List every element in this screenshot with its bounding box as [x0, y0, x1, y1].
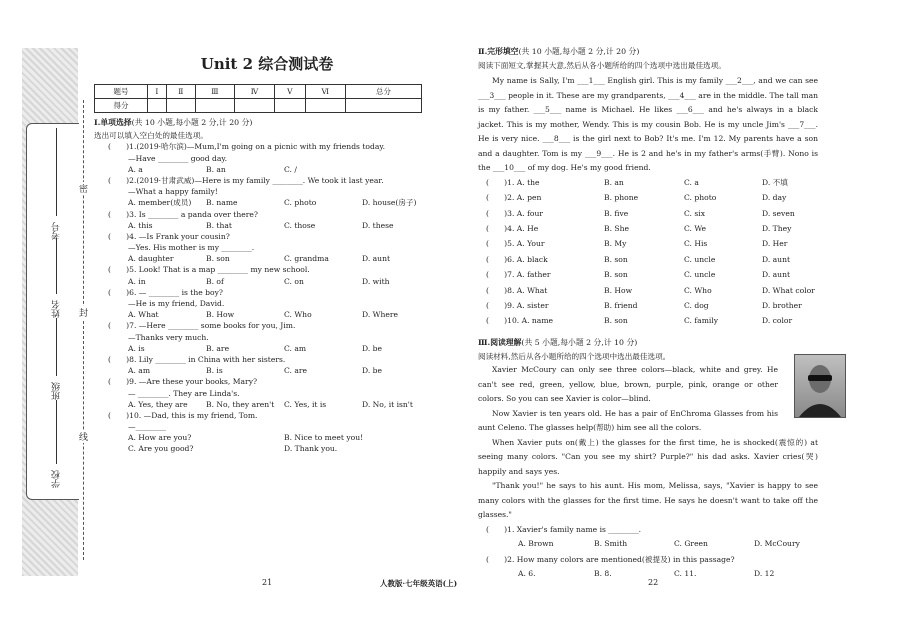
answer-option[interactable]: C. Are you good?	[128, 444, 194, 454]
answer-option[interactable]: B. is	[206, 366, 223, 376]
left-page	[94, 50, 440, 456]
answer-option[interactable]: A. member(成员)	[128, 198, 192, 208]
answer-option[interactable]: A. this	[128, 220, 153, 230]
score-header: 题号	[95, 85, 148, 99]
question-dialogue: —Yes. His mother is my ________.	[128, 243, 255, 253]
question-dialogue: —Have ________ good day.	[128, 153, 228, 163]
answer-option[interactable]: B. that	[206, 220, 232, 230]
score-cell[interactable]	[234, 99, 274, 113]
cloze-question	[478, 194, 818, 209]
left-page-number: 21	[262, 578, 273, 587]
answer-option[interactable]: D. No, it isn't	[362, 399, 413, 409]
score-cell[interactable]	[275, 99, 305, 113]
question-dialogue: — ________. They are Linda's.	[128, 388, 240, 398]
answer-option[interactable]: A. a	[128, 164, 143, 174]
reading-option[interactable]: B. Smith	[594, 538, 628, 548]
question-stem: ( )8. Lily ________ in China with her sisters.	[108, 354, 286, 364]
answer-option[interactable]: C. those	[284, 220, 316, 230]
cloze-passage: My name is Sally, I'm ___1___ English girl. This is my family ___2___, and we can see ___3___ people in it. These are my grandparents, ___4___ are in the middle. The tall man is my father. ___5___ name is Michael. He likes ___6___ and he's always in a black jacket. This is my mother, Wendy. This is my cousin Bob. He is my uncle Jim's ___7___. He is very nice. ___8___ is the girl next to Bob? It's me. I'm 12. My parents have a son and a daughter. Tom is my ___9___. He is 2 and he's in my father's arms(手臂). Nono is the ___10___ of my dog. He's my good friend.	[478, 76, 818, 173]
score-cell[interactable]	[346, 99, 422, 113]
exam-number-line	[56, 128, 57, 216]
exam-number-label: 考号	[52, 222, 62, 240]
question-line	[94, 266, 440, 277]
cloze-option[interactable]: D. They	[762, 224, 792, 234]
reading-option[interactable]: C. Green	[674, 538, 708, 548]
question-line	[94, 143, 440, 154]
cloze-question-stem: ( )5. A. Your	[486, 239, 545, 249]
score-cell[interactable]	[195, 99, 234, 113]
answer-options	[94, 434, 440, 456]
answer-option[interactable]: D. Where	[362, 310, 398, 320]
reading-paragraph: Xavier McCoury can only see three colors—black, white and grey. He can't see red, green, yellow, blue, brown, purple, pink, orange or other colors. So you can see Xavier is color—blind.	[478, 365, 778, 404]
cloze-option[interactable]: C. photo	[684, 193, 717, 203]
question-stem: ( )9. —Are these your books, Mary?	[108, 377, 258, 387]
section-1-instruction: 选出可以填入空白处的最佳选项。	[94, 130, 208, 140]
reading-question-stem: ( )1. Xavier's family name is ________.	[486, 524, 642, 534]
cloze-option[interactable]: B. She	[604, 224, 629, 234]
score-cell[interactable]	[148, 99, 167, 113]
cloze-option[interactable]: C. We	[684, 224, 707, 234]
cloze-option[interactable]: C. dog	[684, 301, 709, 311]
question-line	[94, 322, 440, 333]
question-dialogue: —He is my friend, David.	[128, 299, 225, 309]
score-header: Ⅴ	[275, 85, 305, 99]
cloze-question	[478, 179, 818, 194]
cloze-option[interactable]: C. His	[684, 239, 708, 249]
score-header: 总分	[346, 85, 422, 99]
cloze-question-stem: ( )1. A. the	[486, 177, 540, 187]
footer-edition: 人教版·七年级英语(上)	[380, 579, 458, 588]
xavier-photo	[794, 354, 846, 418]
section-3-questions	[478, 523, 818, 583]
cloze-question-stem: ( )10. A. name	[486, 316, 554, 326]
question-stem: ( )1.(2019·哈尔滨)—Mum,I'm going on a picnic with my friends today.	[108, 142, 386, 152]
class-line	[56, 318, 57, 376]
cloze-option[interactable]: D. seven	[762, 208, 795, 218]
answer-option[interactable]: C. /	[284, 164, 297, 174]
cloze-option[interactable]: B. an	[604, 177, 624, 187]
cloze-option[interactable]: B. five	[604, 208, 629, 218]
reading-question	[478, 553, 818, 567]
answer-option[interactable]: A. What	[128, 310, 159, 320]
cloze-option[interactable]: B. friend	[604, 301, 638, 311]
cloze-option[interactable]: C. family	[684, 316, 719, 326]
answer-option[interactable]: D. house(房子)	[362, 198, 417, 208]
reading-paragraph: "Thank you!" he says to his aunt. His mom, Melissa, says, "Xavier is happy to see many colors with the glasses for the first time. He says he doesn't want to take off the glasses."	[478, 481, 818, 520]
reading-option[interactable]: B. 8.	[594, 568, 612, 578]
score-header: Ⅱ	[166, 85, 195, 99]
answer-option[interactable]: C. photo	[284, 198, 317, 208]
reading-option[interactable]: D. 12	[754, 568, 775, 578]
answer-option[interactable]: A. How are you?	[128, 433, 192, 443]
answer-option[interactable]: C. on	[284, 276, 304, 286]
cloze-question-stem: ( )9. A. sister	[486, 301, 549, 311]
right-page	[478, 48, 818, 583]
name-label: 姓名	[52, 300, 62, 318]
score-row-label: 得分	[95, 99, 148, 113]
question-stem: ( )5. Look! That is a map ________ my new school.	[108, 265, 310, 275]
question-dialogue: —What a happy family!	[128, 187, 218, 197]
page-title: Unit 2 综合测试卷	[200, 55, 334, 73]
cloze-option[interactable]: D. day	[762, 193, 787, 203]
cloze-question-stem: ( )4. A. He	[486, 224, 539, 234]
question-stem: ( )10. —Dad, this is my friend, Tom.	[108, 410, 258, 420]
score-header: Ⅲ	[195, 85, 234, 99]
answer-option[interactable]: C. Yes, it is	[284, 399, 327, 409]
reading-option[interactable]: D. McCoury	[754, 538, 800, 548]
cloze-question-stem: ( )3. A. four	[486, 208, 543, 218]
cloze-question-stem: ( )6. A. black	[486, 254, 548, 264]
answer-option[interactable]: A. in	[128, 276, 146, 286]
cloze-question	[478, 271, 818, 286]
section-3-heading: Ⅲ.阅读理解(共 5 小题,每小题 2 分,计 10 分)	[478, 337, 638, 347]
answer-option[interactable]: B. of	[206, 276, 224, 286]
answer-option[interactable]: D. be	[362, 366, 383, 376]
school-label: 学校	[52, 470, 62, 488]
right-page-number: 22	[648, 578, 659, 587]
reading-option[interactable]: C. 11.	[674, 568, 697, 578]
answer-option[interactable]: B. No, they aren't	[206, 399, 275, 409]
cloze-option[interactable]: B. My	[604, 239, 627, 249]
cloze-option[interactable]: B. son	[604, 270, 628, 280]
answer-option[interactable]: D. Thank you.	[284, 444, 338, 454]
reading-options	[478, 537, 818, 553]
cloze-option[interactable]: C. uncle	[684, 254, 716, 264]
answer-option[interactable]: A. am	[128, 366, 151, 376]
question-line	[94, 155, 440, 166]
section-2-instruction: 阅读下面短文,掌握其大意,然后从各小题所给的四个选项中选出最佳选项。	[478, 60, 726, 70]
section-2-questions	[478, 179, 818, 333]
answer-option[interactable]: A. Yes, they are	[128, 399, 188, 409]
score-header: Ⅳ	[234, 85, 274, 99]
cloze-option[interactable]: C. six	[684, 208, 705, 218]
cloze-question	[478, 240, 818, 255]
reading-option[interactable]: A. 6.	[518, 568, 536, 578]
score-header: Ⅵ	[305, 85, 346, 99]
cloze-option[interactable]: B. phone	[604, 193, 639, 203]
section-2-heading: Ⅱ.完形填空(共 10 小题,每小题 2 分,计 20 分)	[478, 47, 640, 56]
cloze-option[interactable]: D. aunt	[762, 254, 791, 264]
cloze-option[interactable]: C. a	[684, 177, 699, 187]
reading-question-stem: ( )2. How many colors are mentioned(被提及) in this passage?	[486, 554, 735, 564]
cloze-question	[478, 256, 818, 271]
answer-option[interactable]: A. daughter	[128, 254, 174, 264]
cloze-option[interactable]: C. Who	[684, 285, 712, 295]
reading-question	[478, 523, 818, 537]
answer-option[interactable]: B. are	[206, 343, 230, 353]
section-1-questions	[94, 143, 440, 456]
cut-label-line: 线	[79, 430, 88, 443]
answer-option[interactable]: C. grandma	[284, 254, 329, 264]
reading-passage	[478, 363, 818, 523]
cloze-question	[478, 302, 818, 317]
reading-option[interactable]: A. Brown	[518, 538, 554, 548]
question-stem: ( )4. —Is Frank your cousin?	[108, 231, 230, 241]
question-line	[94, 334, 440, 345]
reading-paragraph: When Xavier puts on(戴上) the glasses for the first time, he is shocked(震惊的) at seeing many colors. "Can you see my shirt? Purple?" his dad asks. Xavier cries(哭) happily and says yes.	[478, 437, 818, 476]
cloze-option[interactable]: D. 不填	[762, 177, 788, 187]
cloze-option[interactable]: B. son	[604, 316, 628, 326]
cloze-option[interactable]: D. aunt	[762, 270, 791, 280]
name-line	[56, 238, 57, 294]
answer-option[interactable]: D. aunt	[362, 254, 391, 264]
cloze-question-stem: ( )8. A. What	[486, 285, 548, 295]
answer-option[interactable]: B. son	[206, 254, 230, 264]
cut-label-close: 封	[79, 306, 88, 319]
question-stem: ( )6. — ________ is the boy?	[108, 287, 223, 297]
question-line	[94, 378, 440, 389]
answer-option[interactable]: B. an	[206, 164, 226, 174]
cloze-question	[478, 210, 818, 225]
cut-line	[83, 100, 84, 560]
cloze-question	[478, 225, 818, 240]
answer-option[interactable]: D. these	[362, 220, 394, 230]
question-stem: ( )2.(2019·甘肃武威)—Here is my family ________. We took it last year.	[108, 175, 384, 185]
cloze-option[interactable]: D. What color	[762, 285, 815, 295]
cloze-option[interactable]: C. uncle	[684, 270, 716, 280]
cloze-question-stem: ( )2. A. pen	[486, 193, 542, 203]
answer-option[interactable]: C. Who	[284, 310, 312, 320]
section-3-instruction: 阅读材料,然后从各小题所给的四个选项中选出最佳选项。	[478, 351, 671, 361]
question-stem: ( )7. —Here ________ some books for you, Jim.	[108, 321, 296, 331]
cloze-option[interactable]: B. son	[604, 254, 628, 264]
section-1-heading: Ⅰ.单项选择(共 10 小题,每小题 2 分,计 20 分)	[94, 118, 253, 127]
answer-option[interactable]: B. How	[206, 310, 235, 320]
cloze-option[interactable]: D. color	[762, 316, 793, 326]
cloze-question	[478, 317, 818, 332]
score-cell[interactable]	[166, 99, 195, 113]
reading-paragraph: Now Xavier is ten years old. He has a pair of EnChroma Glasses from his aunt Celeno. The glasses help(帮助) him see all the colors.	[478, 408, 778, 433]
question-stem: ( )3. Is ________ a panda over there?	[108, 209, 258, 219]
class-label: 班级	[52, 382, 62, 400]
answer-option[interactable]: A. is	[128, 343, 145, 353]
answer-option[interactable]: D. with	[362, 276, 390, 286]
cloze-question	[478, 287, 818, 302]
answer-option[interactable]: B. Nice to meet you!	[284, 433, 364, 443]
school-line	[56, 400, 57, 464]
answer-option[interactable]: D. be	[362, 343, 383, 353]
answer-option[interactable]: C. are	[284, 366, 308, 376]
score-header: Ⅰ	[148, 85, 167, 99]
question-dialogue: —Thanks very much.	[128, 332, 209, 342]
cloze-option[interactable]: B. How	[604, 285, 633, 295]
score-cell[interactable]	[305, 99, 346, 113]
cut-label-seal: 密	[79, 182, 88, 195]
answer-option[interactable]: B. name	[206, 198, 238, 208]
answer-options	[94, 199, 440, 210]
score-table	[94, 84, 422, 113]
cloze-option[interactable]: D. Her	[762, 239, 788, 249]
cloze-question-stem: ( )7. A. father	[486, 270, 551, 280]
question-dialogue: —________	[128, 422, 166, 432]
cloze-option[interactable]: D. brother	[762, 301, 802, 311]
answer-option[interactable]: C. am	[284, 343, 307, 353]
